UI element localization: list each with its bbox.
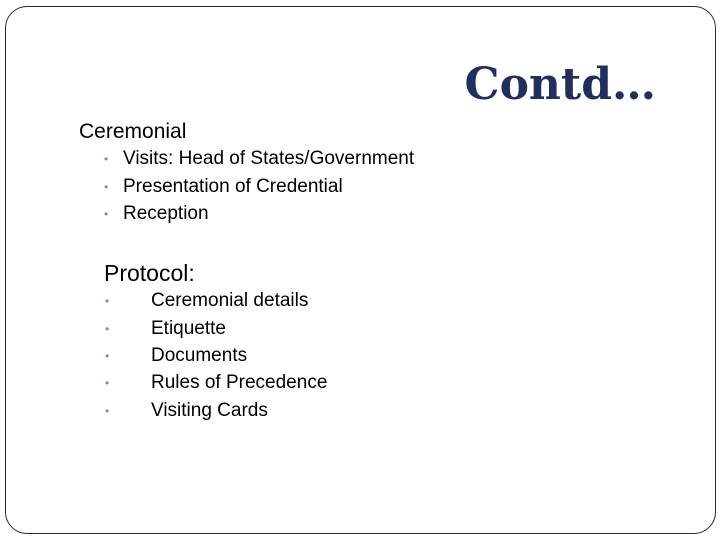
list-item-label: Rules of Precedence — [151, 372, 328, 393]
list-item — [104, 203, 604, 225]
section-heading-protocol: Protocol: — [104, 260, 195, 286]
list-item-label: Ceremonial details — [151, 290, 309, 311]
bullet-icon: • — [104, 180, 109, 194]
bullet-icon: • — [105, 322, 110, 336]
list-item — [105, 318, 505, 340]
list-item — [105, 400, 505, 422]
bullet-icon: • — [105, 404, 110, 418]
list-item — [104, 148, 604, 170]
bullet-icon: • — [105, 294, 110, 308]
list-item-label: Visits: Head of States/Government — [123, 148, 415, 169]
list-item — [105, 345, 505, 367]
bullet-icon: • — [104, 207, 109, 221]
list-item — [105, 372, 505, 394]
list-item-label: Documents — [151, 345, 248, 366]
list-item — [104, 176, 604, 198]
bullet-icon: • — [104, 152, 109, 166]
bullet-icon: • — [105, 376, 110, 390]
bullet-icon: • — [105, 349, 110, 363]
section-heading-ceremonial: Ceremonial — [79, 120, 187, 143]
list-item — [105, 290, 505, 312]
list-item-label: Presentation of Credential — [123, 176, 343, 197]
list-item-label: Reception — [123, 203, 209, 224]
list-item-label: Etiquette — [151, 318, 226, 339]
slide-frame — [5, 6, 716, 534]
list-item-label: Visiting Cards — [151, 400, 268, 421]
slide-title: Contd… — [464, 59, 656, 110]
